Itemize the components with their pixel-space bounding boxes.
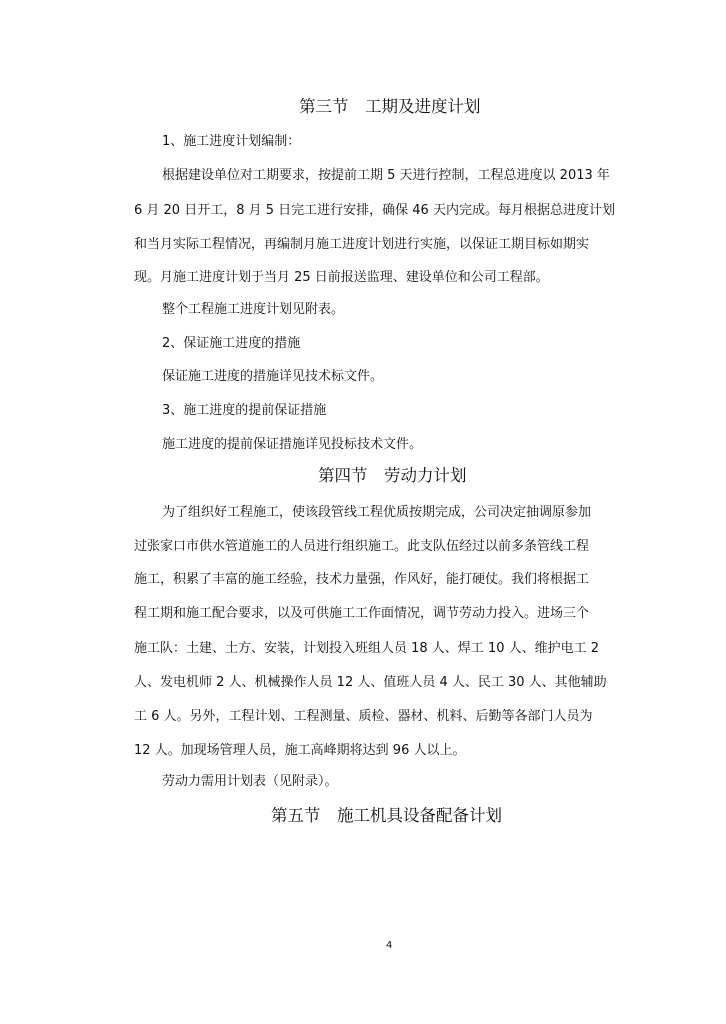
section-4-paragraph-line: 施工，积累了丰富的施工经验，技术力量强，作风好，能打硬仗。我们将根据工 (134, 572, 590, 587)
item-2-title: 2、保证施工进度的措施 (162, 336, 301, 351)
section-4-heading: 第四节 劳动力计划 (318, 466, 467, 485)
section-4-paragraph-line: 工 6 人。另外，工程计划、工程测量、质检、器材、机料、后勤等各部门人员为 (134, 709, 593, 724)
section-4-paragraph-line: 施工队：土建、土方、安装，计划投入班组人员 18 人、焊工 10 人、维护电工 2 (134, 641, 600, 656)
section-4-paragraph-line: 程工期和施工配合要求，以及可供施工工作面情况，调节劳动力投入。进场三个 (134, 606, 590, 621)
section-5-heading: 第五节 施工机具设备配备计划 (271, 806, 502, 825)
labor-plan-note: 劳动力需用计划表（见附录）。 (162, 774, 338, 789)
schedule-note: 整个工程施工进度计划见附表。 (162, 302, 345, 317)
item-1-title: 1、施工进度计划编制： (162, 134, 301, 149)
section-3-heading: 第三节 工期及进度计划 (299, 97, 481, 116)
section-4-paragraph-line: 过张家口市供水管道施工的人员进行组织施工。此支队伍经过以前多条管线工程 (134, 539, 590, 554)
section-3-paragraph-line: 和当月实际工程情况，再编制月施工进度计划进行实施，以保证工期目标如期实 (134, 237, 590, 252)
section-3-paragraph-line: 6 月 20 日开工，8 月 5 日完工进行安排，确保 46 天内完成。每月根据总进度计划 (134, 203, 615, 218)
section-4-paragraph-line: 12 人。加现场管理人员，施工高峰期将达到 96 人以上。 (134, 743, 466, 758)
item-3-text: 施工进度的提前保证措施详见投标技术文件。 (162, 437, 423, 452)
section-4-paragraph-line: 人、发电机师 2 人、机械操作人员 12 人、值班人员 4 人、民工 30 人、其他辅助 (134, 675, 607, 690)
item-2-text: 保证施工进度的措施详见技术标文件。 (162, 369, 384, 384)
section-4-paragraph-line: 为了组织好工程施工，使该段管线工程优质按期完成，公司决定抽调原参加 (162, 505, 592, 520)
page-number: 4 (386, 940, 393, 951)
item-3-title: 3、施工进度的提前保证措施 (162, 403, 327, 418)
section-3-paragraph-line: 根据建设单位对工期要求，按提前工期 5 天进行控制，工程总进度以 2013 年 (162, 168, 610, 183)
section-3-paragraph-line: 现。月施工进度计划于当月 25 日前报送监理、建设单位和公司工程部。 (134, 270, 549, 285)
